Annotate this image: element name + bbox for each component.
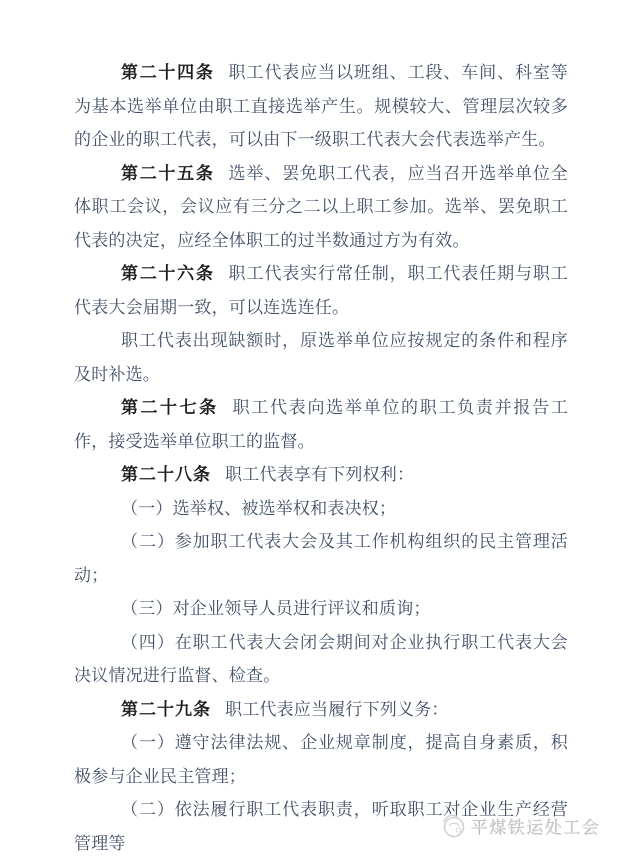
paragraph-text: （二）参加职工代表大会及其工作机构组织的民主管理活动；: [74, 532, 568, 585]
article-number: 第二十六条: [121, 264, 215, 283]
paragraph: [74, 525, 568, 592]
union-emblem-icon: [440, 812, 466, 839]
paragraph-text: （二）依法履行职工代表职责，听取职工对企业生产经营管理等: [74, 800, 568, 853]
article-paragraph: [74, 458, 568, 492]
paragraph: [74, 324, 568, 391]
paragraph-text: 职工代表享有下列权利：: [225, 465, 415, 484]
paragraph-text: 选举、罢免职工代表，应当召开选举单位全体职工会议，会议应有三分之二以上职工参加。选举、罢免职工代表的决定，应经全体职工的过半数通过方为有效。: [74, 163, 568, 250]
article-paragraph: [74, 56, 568, 157]
paragraph-text: （三）对企业领导人员进行评议和质询；: [121, 599, 431, 618]
paragraph-text: （四）在职工代表大会闭会期间对企业执行职工代表大会决议情况进行监督、检查。: [74, 632, 568, 685]
paragraph-text: 职工代表应当履行下列义务：: [225, 699, 449, 719]
article-number: 第二十五条: [121, 163, 215, 183]
paragraph: [74, 492, 568, 526]
paragraph-text: 职工代表向选举单位的职工负责并报告工作，接受选举单位职工的监督。: [74, 398, 568, 451]
paragraph-text: 职工代表应当以班组、工段、车间、科室等为基本选举单位由职工直接选举产生。规模较大、管理层次较多的企业的职工代表，可以由下一级职工代表大会代表选举产生。: [74, 63, 568, 149]
article-number: 第二十九条: [121, 699, 211, 719]
paragraph-text: （一）遵守法律法规、企业规章制度，提高自身素质，积极参与企业民主管理；: [74, 733, 568, 786]
brand-name: 平煤铁运处工会: [470, 818, 600, 837]
article-paragraph: [74, 257, 568, 324]
paragraph: [74, 626, 568, 693]
article-paragraph: [74, 157, 568, 258]
document-body: [74, 56, 568, 856]
paragraph-text: 职工代表出现缺额时，原选举单位应按规定的条件和程序及时补选。: [74, 331, 568, 384]
paragraph-text: （一）选举权、被选举权和表决权；: [121, 498, 397, 518]
article-number: 第二十七条: [121, 398, 219, 417]
paragraph-text: 职工代表实行常任制，职工代表任期与职工代表大会届期一致，可以连选连任。: [74, 264, 568, 317]
article-number: 第二十四条: [121, 63, 215, 82]
article-paragraph: [74, 693, 568, 727]
article-paragraph: [74, 391, 568, 458]
paragraph: [74, 592, 568, 626]
brand-watermark: [440, 812, 601, 839]
article-number: 第二十八条: [121, 465, 211, 484]
paragraph: [74, 726, 568, 793]
